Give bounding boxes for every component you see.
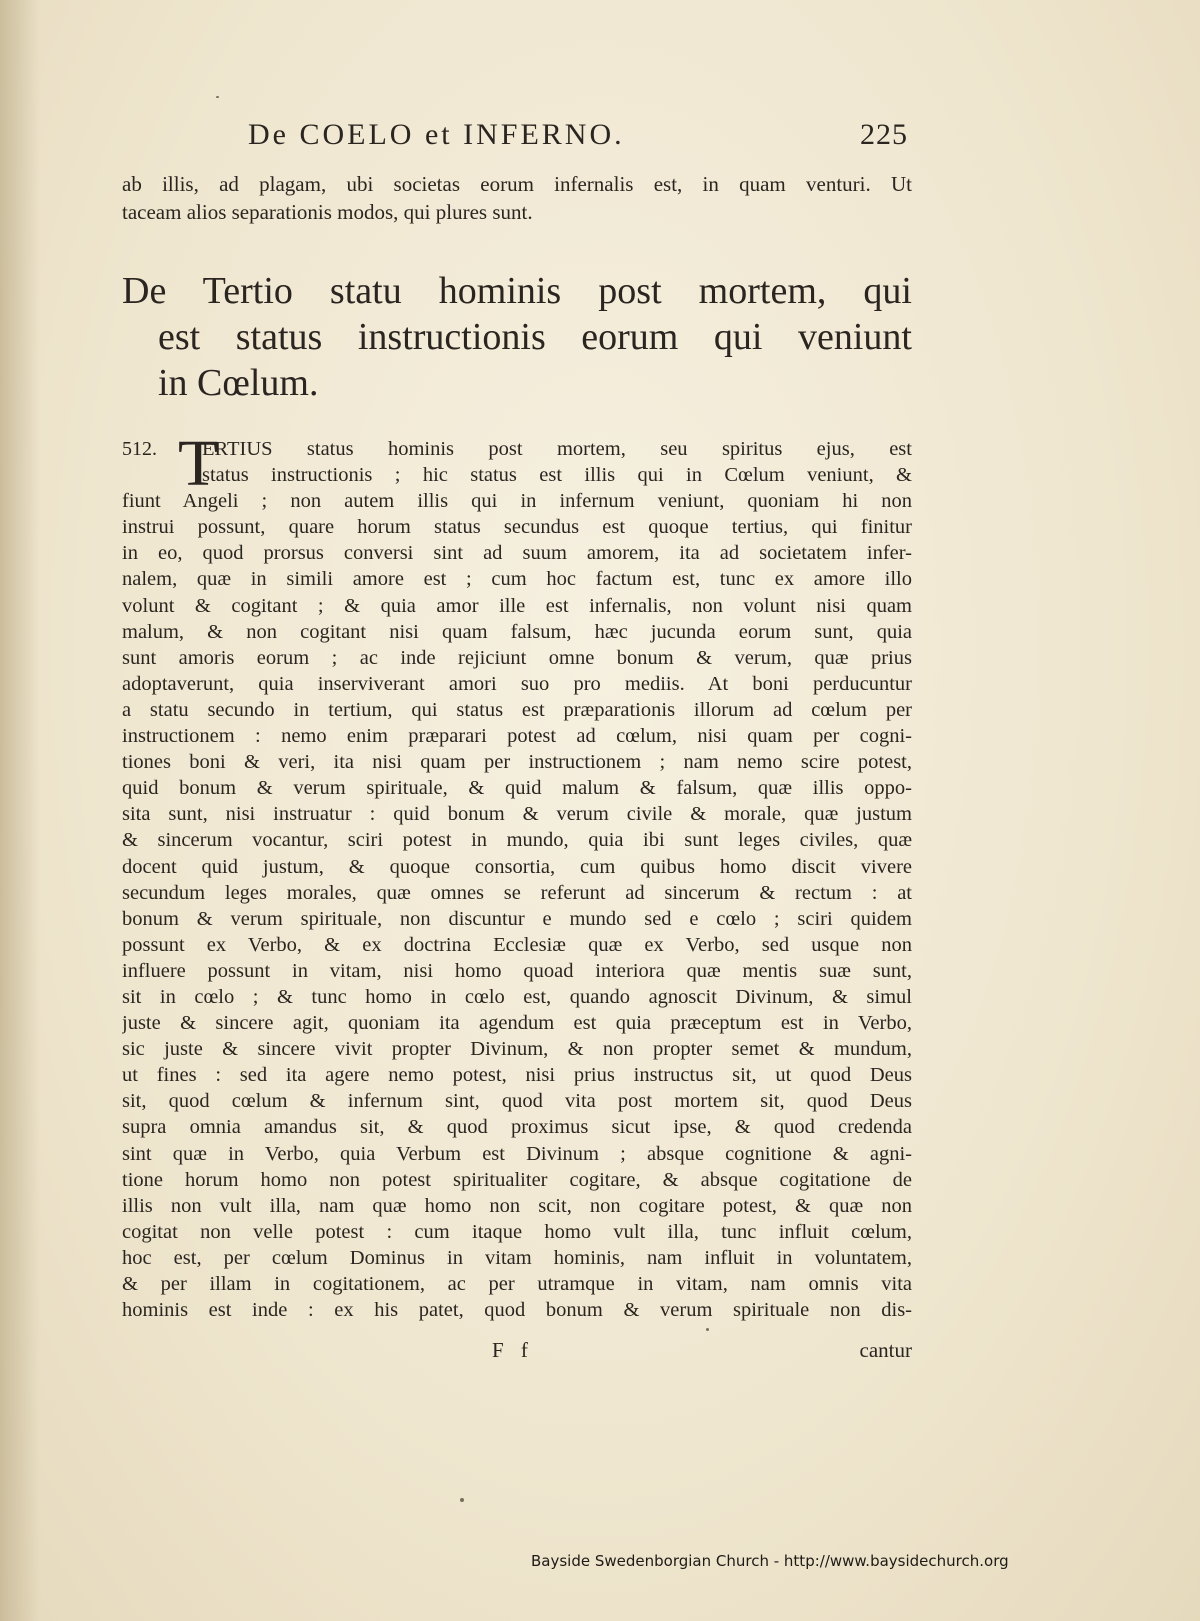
body-line: illis non vult illa, nam quæ homo non scit, non cogitare potest, & quæ non <box>122 1194 912 1217</box>
body-line: sint quæ in Verbo, quia Verbum est Divinum ; absque cognitione & agni- <box>122 1142 912 1165</box>
heading-line: est status instructionis eorum qui veniunt <box>158 316 912 358</box>
body-line: supra omnia amandus sit, & quod proximus sicut ipse, & quod credenda <box>122 1116 912 1139</box>
body-line: tione horum homo non potest spiritualiter cogitare, & absque cogitatione de <box>122 1168 912 1191</box>
body-line: juste & sincere agit, quoniam ita agendum est quia præceptum est in Verbo, <box>122 1012 912 1035</box>
body-line: fiunt Angeli ; non autem illis qui in infernum veniunt, quoniam hi non <box>122 490 912 513</box>
body-line: secundum leges morales, quæ omnes se referunt ad sincerum & rectum : at <box>122 881 912 904</box>
body-line: & per illam in cogitationem, ac per utramque in vitam, nam omnis vita <box>122 1273 912 1295</box>
body-line: cogitat non velle potest : cum itaque homo vult illa, tunc influit cœlum, <box>122 1220 912 1243</box>
body-line: nalem, quæ in simili amore est ; cum hoc factum est, tunc ex amore illo <box>122 568 912 591</box>
body-line: hominis est inde : ex his patet, quod bonum & verum spirituale non dis- <box>122 1299 912 1322</box>
body-line: malum, & non cogitant nisi quam falsum, hæc jucunda eorum sunt, quia <box>122 620 912 643</box>
body-line: in eo, quod prorsus conversi sint ad suum amorem, ita ad societatem infer- <box>122 542 912 565</box>
body-line: docent quid justum, & quoque consortia, cum quibus homo discit vivere <box>122 855 912 878</box>
body-line: sic juste & sincere vivit propter Divinum, & non propter semet & mundum, <box>122 1038 912 1061</box>
body-line: tiones boni & veri, ita nisi quam per instructionem ; nam nemo scire potest, <box>122 751 912 774</box>
body-line: possunt ex Verbo, & ex doctrina Ecclesiæ quæ ex Verbo, sed usque non <box>122 933 912 956</box>
running-head-title: De COELO et INFERNO. <box>248 118 625 151</box>
catchword: cantur <box>859 1338 912 1362</box>
body-line: a statu secundo in tertium, qui status est præparationis illorum ad cœlum per <box>122 698 912 721</box>
paragraph-number: 512. <box>122 438 157 460</box>
page-foot <box>122 1338 912 1368</box>
body-line: adoptaverunt, quia inserviverant amori suo pro mediis. At boni perducuntur <box>122 672 912 695</box>
paper-speck <box>460 1498 464 1502</box>
body-line: ERTIUS status hominis post mortem, seu spiritus ejus, est <box>202 438 912 460</box>
carryover-line: taceam alios separationis modos, qui plures sunt. <box>122 200 533 224</box>
body-line: volunt & cogitant ; & quia amor ille est infernalis, non volunt nisi quam <box>122 594 912 617</box>
body-line: & sincerum vocantur, sciri potest in mundo, quia ibi sunt leges civiles, quæ <box>122 829 912 852</box>
gutter-shadow <box>0 0 40 1621</box>
section-body <box>122 427 912 1323</box>
body-line: instructionem : nemo enim præparari potest ad cœlum, nisi quam per cogni- <box>122 725 912 748</box>
body-lines <box>122 427 912 1323</box>
body-line: status instructionis ; hic status est illis qui in Cœlum veniunt, & <box>202 464 912 487</box>
running-head <box>248 118 908 158</box>
body-line: bonum & verum spirituale, non discuntur e mundo sed e cœlo ; sciri quidem <box>122 907 912 930</box>
body-line: ut fines : sed ita agere nemo potest, nisi prius instructus sit, ut quod Deus <box>122 1064 912 1087</box>
footer-credit: Bayside Swedenborgian Church - http://www.baysidechurch.org <box>531 1552 1009 1570</box>
carryover-line: ab illis, ad plagam, ubi societas eorum infernalis est, in quam venturi. Ut <box>122 172 912 196</box>
body-line: influere possunt in vitam, nisi homo quoad interiora quæ mentis suæ sunt, <box>122 959 912 982</box>
paper-speck <box>706 1328 709 1331</box>
page-number: 225 <box>860 118 908 151</box>
carryover-paragraph <box>122 170 912 226</box>
drop-cap: T <box>178 427 219 500</box>
heading-line: De Tertio statu hominis post mortem, qui <box>122 270 912 312</box>
paper-speck <box>216 96 219 98</box>
heading-line: in Cœlum. <box>158 362 319 404</box>
section-heading <box>122 268 912 406</box>
body-line: sit in cœlo ; & tunc homo in cœlo est, quando agnoscit Divinum, & simul <box>122 985 912 1008</box>
body-line: hoc est, per cœlum Dominus in vitam hominis, nam influit in voluntatem, <box>122 1246 912 1269</box>
body-line: instrui possunt, quare horum status secundus est quoque tertius, qui finitur <box>122 516 912 539</box>
body-line: sita sunt, nisi instruatur : quid bonum & verum civile & morale, quæ justum <box>122 803 912 826</box>
signature-mark: F f <box>492 1338 534 1362</box>
body-line: sit, quod cœlum & infernum sint, quod vita post mortem sit, quod Deus <box>122 1090 912 1113</box>
body-line: quid bonum & verum spirituale, & quid malum & falsum, quæ illis oppo- <box>122 777 912 800</box>
body-line: sunt amoris eorum ; ac inde rejiciunt omne bonum & verum, quæ prius <box>122 646 912 669</box>
